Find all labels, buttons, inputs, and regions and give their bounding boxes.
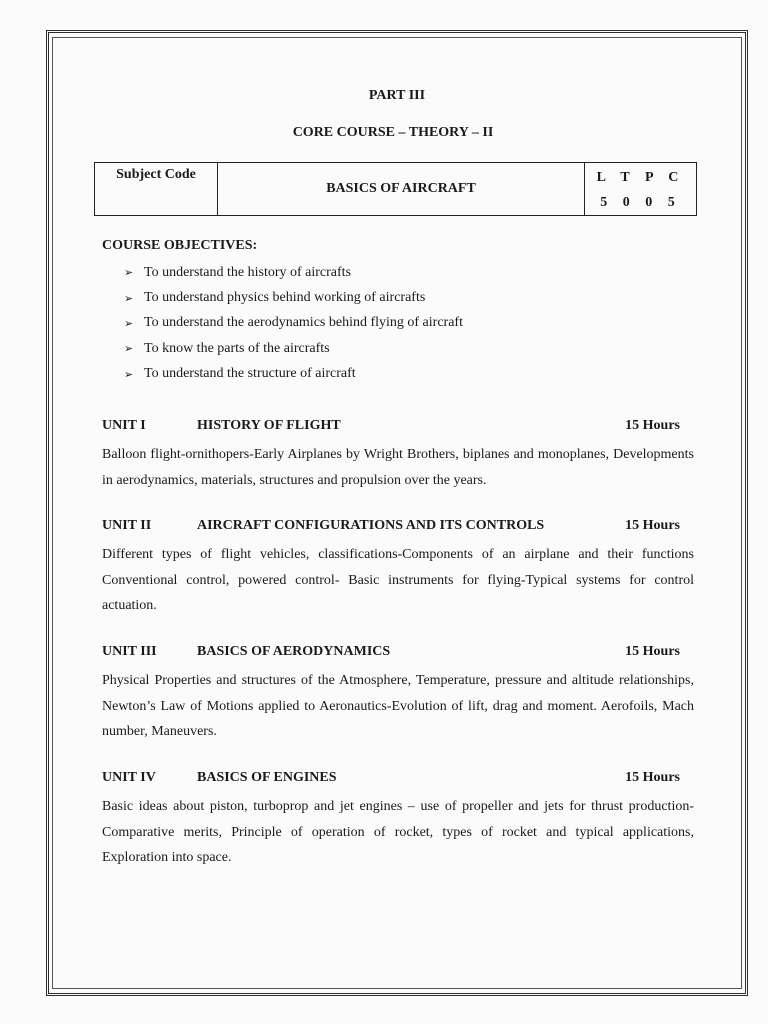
objective-item (124, 311, 692, 336)
unit-section (102, 418, 694, 493)
unit-description: Different types of flight vehicles, classifications-Components of an airplane and their functions Conventional control, powered control- Basic instruments for flying-Typical systems for control actuation. (102, 547, 694, 613)
unit-description: Basic ideas about piston, turboprop and jet engines – use of propeller and jets for thrust production- Comparative merits, Principle of operation of rocket, types of rocket and typical applications, Exploration into space. (102, 799, 694, 865)
unit-header (102, 418, 694, 440)
arrow-bullet-icon: ➢ (124, 343, 134, 356)
subject-table (94, 162, 697, 216)
ltpc-values: 5 0 0 5 (600, 195, 681, 210)
unit-title: BASICS OF ENGINES (197, 770, 337, 785)
unit-hours: 15 Hours (625, 418, 680, 433)
unit-number: UNIT III (102, 644, 157, 659)
arrow-bullet-icon: ➢ (124, 317, 134, 330)
unit-header (102, 644, 694, 666)
unit-section (102, 644, 694, 745)
objective-item (124, 362, 692, 387)
ltpc-cell (585, 163, 697, 216)
unit-hours: 15 Hours (625, 518, 680, 533)
unit-header (102, 770, 694, 792)
objectives-heading: COURSE OBJECTIVES: (102, 238, 258, 253)
objective-text: To understand the history of aircrafts (144, 264, 352, 280)
unit-title: BASICS OF AERODYNAMICS (197, 644, 391, 659)
unit-section (102, 518, 694, 619)
unit-number: UNIT IV (102, 770, 156, 785)
unit-title: HISTORY OF FLIGHT (197, 418, 341, 433)
objective-text: To understand the aerodynamics behind flying of aircraft (144, 315, 463, 331)
ltpc-header: L T P C (596, 170, 685, 185)
unit-hours: 15 Hours (625, 770, 680, 785)
course-heading: CORE COURSE – THEORY – II (292, 125, 494, 140)
unit-section (102, 770, 694, 871)
objective-item (124, 336, 692, 361)
unit-header (102, 518, 694, 540)
part-heading: PART III (368, 88, 426, 103)
unit-number: UNIT II (102, 518, 152, 533)
unit-hours: 15 Hours (625, 644, 680, 659)
subject-name: BASICS OF AIRCRAFT (218, 163, 585, 216)
subject-code-label: Subject Code (95, 163, 218, 216)
arrow-bullet-icon: ➢ (124, 368, 134, 381)
unit-number: UNIT I (102, 418, 146, 433)
arrow-bullet-icon: ➢ (124, 292, 134, 305)
objective-item (124, 285, 692, 310)
course-objectives (102, 238, 692, 387)
objectives-list (102, 260, 692, 387)
unit-description: Balloon flight-ornithopers-Early Airplanes by Wright Brothers, biplanes and monoplanes, Developments in aerodynamics, materials, structures and propulsion over the years. (102, 447, 694, 488)
objective-text: To know the parts of the aircrafts (144, 340, 330, 356)
objective-text: To understand the structure of aircraft (144, 366, 356, 382)
objective-item (124, 260, 692, 285)
arrow-bullet-icon: ➢ (124, 267, 134, 280)
objective-text: To understand physics behind working of aircrafts (144, 290, 426, 306)
unit-title: AIRCRAFT CONFIGURATIONS AND ITS CONTROLS (197, 518, 545, 533)
unit-description: Physical Properties and structures of the Atmosphere, Temperature, pressure and altitude relationships, Newton’s Law of Motions applied to Aeronautics-Evolution of lift, drag and moment. Aerofoils, Mach number, Maneuvers. (102, 673, 694, 739)
